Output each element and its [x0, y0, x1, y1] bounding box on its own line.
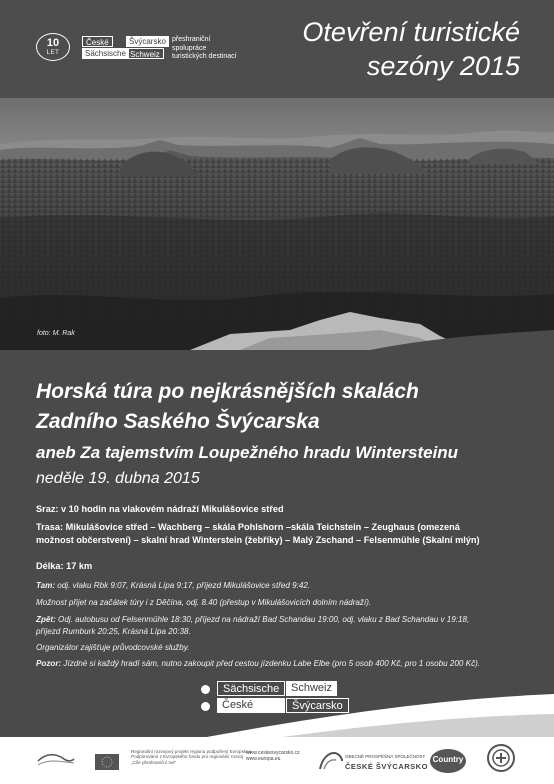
- cs-subtitle: OBECNĚ PROSPĚŠNÁ SPOLEČNOST: [345, 754, 426, 759]
- bottom-logo-de-left: Sächsische: [217, 681, 285, 696]
- ceske-svycarsko-logo-icon: [318, 749, 344, 771]
- cs-title: ČESKÉ ŠVÝCARSKO: [345, 762, 428, 771]
- note-text: Jízdné si každý hradí sám, nutno zakoupit před cestou jízdenku Labe Elbe (pro 5 osob 400 Kč, pro 1 osobu 200 Kč).: [61, 659, 481, 668]
- logo-de-right: Schweiz: [126, 48, 164, 59]
- eu-flag-icon: [95, 754, 119, 770]
- route-description: [36, 521, 526, 547]
- anniversary-unit: LET: [46, 50, 60, 56]
- anniversary-badge: [36, 33, 70, 61]
- country-logo: Country: [430, 749, 466, 773]
- logo-cz-right: Švýcarsko: [126, 36, 169, 47]
- web-link: www.ceskesvycarsko.cz: [246, 750, 300, 756]
- tour-alt-title: aneb Za tajemstvím Loupežného hradu Wintersteinu: [36, 443, 459, 462]
- note-label: Zpět:: [36, 615, 56, 624]
- emblem-seal-icon: [486, 743, 516, 773]
- tour-title-line-1: Horská túra po nejkrásnějších skalách: [36, 380, 419, 403]
- header: [0, 0, 554, 98]
- landscape-photo: [0, 98, 554, 350]
- logo-tagline: [172, 36, 237, 62]
- tagline-line: spolupráce: [172, 44, 207, 52]
- tour-length: Délka: 17 km: [36, 561, 93, 571]
- meeting-point: Sraz: v 10 hodin na vlakovém nádraží Mikulášovice střed: [36, 504, 284, 514]
- note-label: Tam:: [36, 581, 56, 590]
- wave-logo-icon: [36, 751, 76, 769]
- title-line-1: Otevření turistické: [302, 17, 520, 47]
- photo-credit: foto: M. Rak: [37, 330, 75, 337]
- route-line: Trasa: Mikulášovice střed – Wachberg – skála Pohlshorn –skála Teichstein – Zeughaus (omezená: [36, 522, 460, 532]
- note-text: odj. vlaku Rbk 9:07, Krásná Lípa 9:17, příjezd Mikulášovice střed 9:42.: [55, 581, 311, 590]
- web-links: [246, 750, 300, 762]
- landscape-illustration: [0, 98, 554, 350]
- page-title: [302, 15, 520, 83]
- tagline-line: přeshraniční: [172, 36, 211, 43]
- eu-text-line: Regionální rozvojový projekt regionu podpořený Evropskou: [131, 749, 252, 754]
- note-label: Pozor:: [36, 659, 62, 668]
- title-line-2: sezóny 2015: [366, 51, 520, 81]
- note-start-option: Možnost přijet na začátek túry i z Děčína, odj. 8.40 (přestup v Mikulášovicích dolním nádraží).: [36, 598, 372, 607]
- note-zpet: [36, 614, 536, 637]
- tour-date: neděle 19. dubna 2015: [36, 470, 200, 487]
- web-link: www.europa.eu: [246, 756, 281, 762]
- tour-title: [36, 377, 419, 437]
- logo-cz-left: České: [82, 36, 113, 47]
- bottom-logo-de-right: Schweiz: [286, 681, 337, 696]
- eu-text-line: Podporováno z Evropského fondu pro regionální rozvoj: [131, 754, 244, 760]
- note-tam: [36, 580, 536, 592]
- eu-text-line: „Cíle přeshraniční tvé“: [131, 759, 177, 765]
- footer-sponsors: [0, 737, 554, 784]
- logo-de-left: Sächsische: [82, 48, 129, 59]
- note-organizer: Organizátor zajišťuje průvodcovské služby.: [36, 643, 190, 652]
- tagline-line: turistických destinací: [172, 53, 237, 60]
- note-text: Odj. autobusu od Felsenmühle 18:30, příjezd na nádraží Bad Schandau 19:00, odj. vlaku z Bad Schandau v 19:18,: [55, 615, 470, 624]
- bottom-logo-cz-right: Švýcarsko: [286, 698, 349, 713]
- note-text: příjezd Rumburk 20:25, Krásná Lípa 20:38.: [36, 626, 191, 636]
- logo-dot: [201, 702, 210, 711]
- anniversary-number: 10: [46, 37, 60, 49]
- tour-title-line-2: Zadního Saského Švýcarska: [36, 410, 320, 433]
- logo-dot: [201, 685, 210, 694]
- bottom-logo-cz-left: České: [217, 698, 285, 713]
- route-line: možnost občerstvení) – skalní hrad Winterstein (žebříky) – Malý Zschand – Felsenmühle (Skalní mlýn): [36, 535, 480, 545]
- eu-text: [131, 749, 251, 765]
